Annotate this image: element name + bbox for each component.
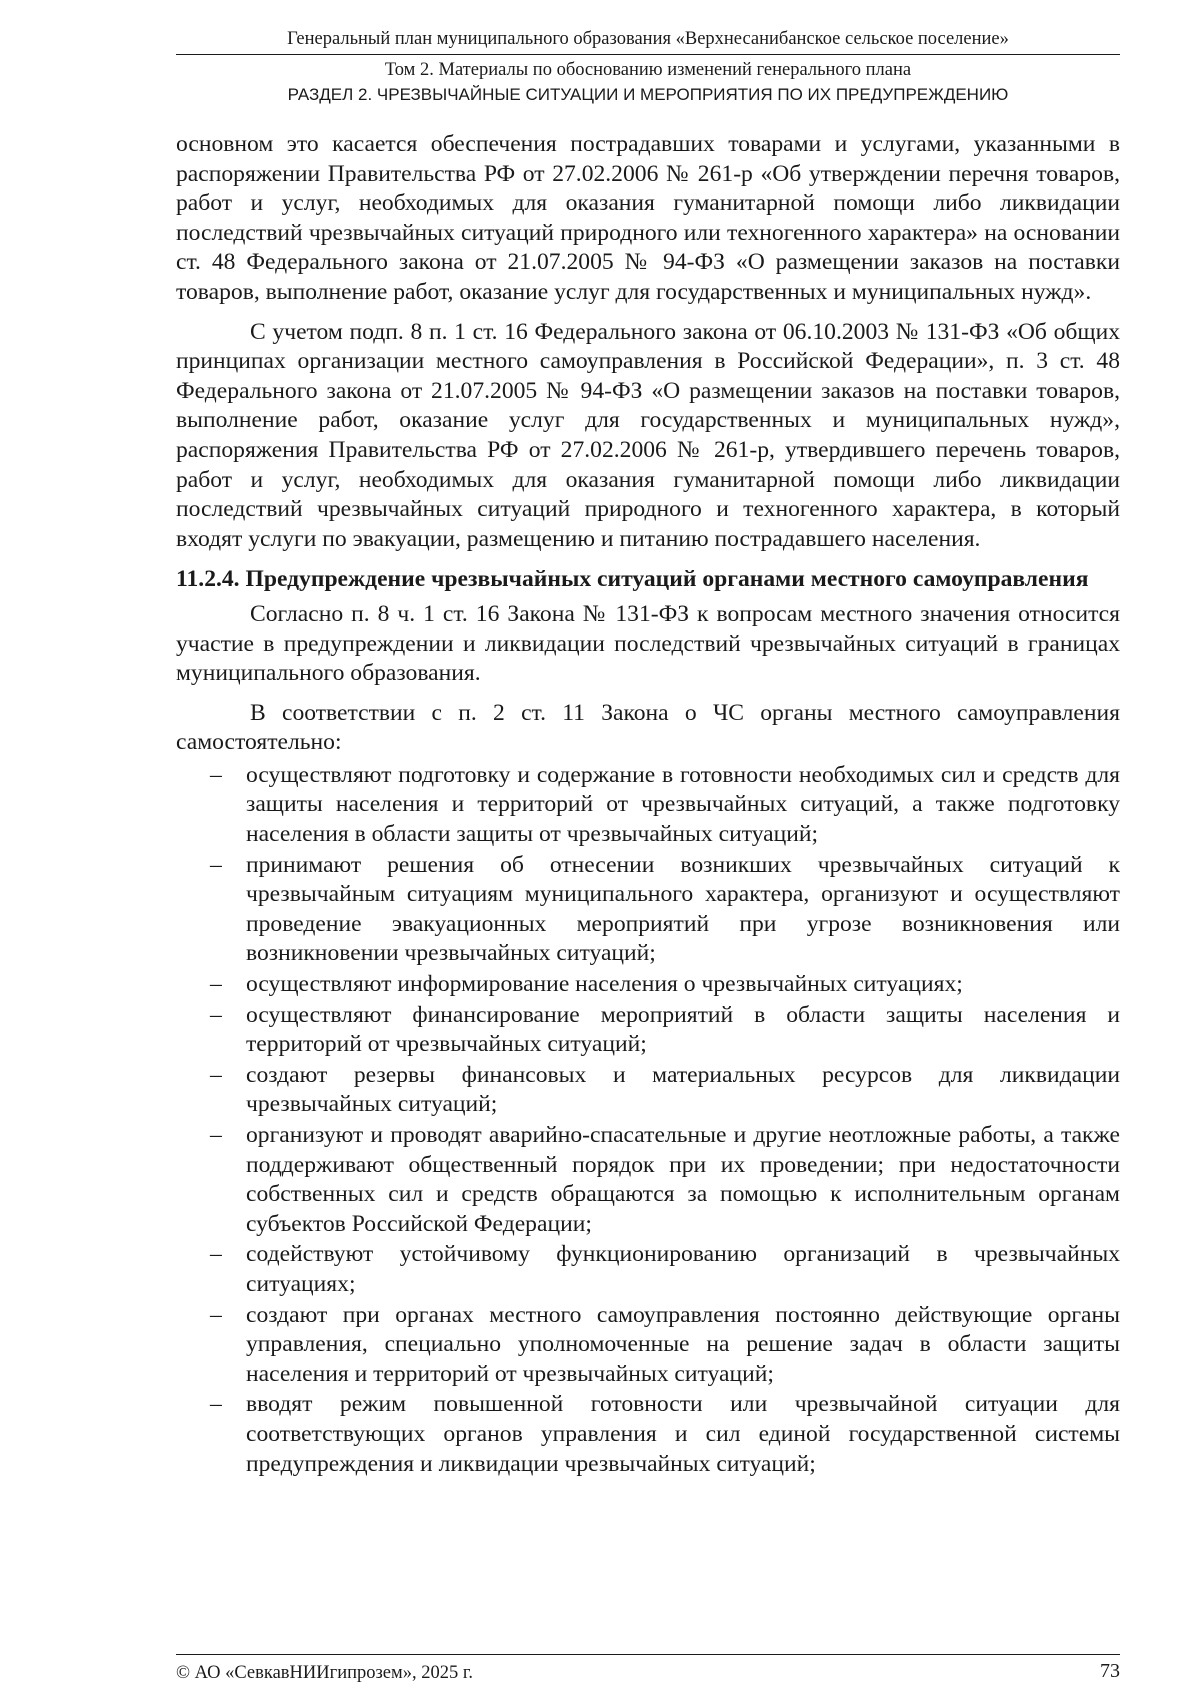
paragraph-list-intro: В соответствии с п. 2 ст. 11 Закона о ЧС органы местного самоуправления самостоятельно: bbox=[176, 699, 1120, 756]
header-section-title: РАЗДЕЛ 2. ЧРЕЗВЫЧАЙНЫЕ СИТУАЦИИ И МЕРОПРИЯТИЯ ПО ИХ ПРЕДУПРЕЖДЕНИЮ bbox=[287, 85, 1009, 104]
list-item-text: вводят режим повышенной готовности или чрезвычайной ситуации для соответствующих органов управления и сил единой государственной системы предупреждения и ликвидации чрезвычайных ситуаций; bbox=[246, 1391, 1120, 1477]
dash-bullet: – bbox=[210, 1301, 222, 1328]
footer-divider bbox=[176, 1654, 1120, 1655]
list-item bbox=[176, 851, 1120, 969]
list-item-text: осуществляют подготовку и содержание в готовности необходимых сил и средств для защиты населения и территорий от чрезвычайных ситуаций, а также подготовку населения в области защиты от чрезвычайных ситуаций; bbox=[246, 761, 1120, 848]
dash-bullet: – bbox=[210, 1391, 222, 1418]
dash-bullet: – bbox=[210, 1061, 222, 1088]
list-item bbox=[176, 970, 1120, 1000]
dash-bullet: – bbox=[210, 1001, 222, 1028]
list-item bbox=[176, 1061, 1120, 1120]
header-volume-title: Том 2. Материалы по обоснованию изменений генерального плана bbox=[384, 60, 912, 80]
paragraph-legal-basis: С учетом подп. 8 п. 1 ст. 16 Федерального закона от 06.10.2003 № 131-ФЗ «Об общих принципах организации местного самоуправления в Российской Федерации», п. 3 ст. 48 Федерального закона от 21.07.2005 № 94-ФЗ «О размещении заказов на поставки товаров, выполнение работ, оказание услуг для государственных и муниципальных нужд», распоряжения Правительства РФ от 27.02.2006 № 261-р, утвердившего перечень товаров, работ и услуг, необходимых для оказания гуманитарной помощи либо ликвидации последствий чрезвычайных ситуаций природного и техногенного характера, в который входят услуги по эвакуации, размещению и питанию пострадавшего населения. bbox=[176, 318, 1120, 552]
dash-bullet: – bbox=[210, 851, 222, 878]
header-plan-title: Генеральный план муниципального образования «Верхнесанибанское сельское поселение» bbox=[287, 29, 1009, 49]
paragraph-continuation: основном это касается обеспечения пострадавших товарами и услугами, указанными в распоряжении Правительства РФ от 27.02.2006 № 261-р «Об утверждении перечня товаров, работ и услуг, необходимых для оказания гуманитарной помощи либо ликвидации последствий чрезвычайных ситуаций природного или техногенного характера» на основании ст. 48 Федерального закона от 21.07.2005 № 94-ФЗ «О размещении заказов на поставки товаров, выполнение работ, оказание услуг для государственных и муниципальных нужд». bbox=[176, 131, 1120, 305]
paragraph-local-significance: Согласно п. 8 ч. 1 ст. 16 Закона № 131-ФЗ к вопросам местного значения относится участие в предупреждении и ликвидации последствий чрезвычайных ситуаций в границах муниципального образования. bbox=[176, 600, 1120, 687]
list-item bbox=[176, 1240, 1120, 1299]
list-item-text: создают резервы финансовых и материальных ресурсов для ликвидации чрезвычайных ситуаций; bbox=[246, 1061, 1120, 1118]
list-item bbox=[176, 1121, 1120, 1239]
footer-copyright: © АО «СевкавНИИгипрозем», 2025 г. bbox=[176, 1663, 473, 1683]
list-item bbox=[176, 1390, 1120, 1479]
list-item-text: содействуют устойчивому функционированию организаций в чрезвычайных ситуациях; bbox=[246, 1241, 1120, 1297]
dash-bullet: – bbox=[210, 1241, 222, 1268]
list-item bbox=[176, 1001, 1120, 1060]
dash-bullet: – bbox=[210, 761, 222, 788]
header-divider bbox=[176, 54, 1120, 55]
list-item-text: осуществляют информирование населения о чрезвычайных ситуациях; bbox=[246, 971, 963, 998]
list-item-text: организуют и проводят аварийно-спасательные и другие неотложные работы, а также поддерживают общественный порядок при их проведении; при недостаточности собственных сил и средств обращаются за помощью к исполнительным органам субъектов Российской Федерации; bbox=[246, 1122, 1120, 1237]
list-item-text: создают при органах местного самоуправления постоянно действующие органы управления, специально уполномоченные на решение задач в области защиты населения и территорий от чрезвычайных ситуаций; bbox=[246, 1301, 1120, 1387]
list-item-text: принимают решения об отнесении возникших чрезвычайных ситуаций к чрезвычайным ситуациям муниципального характера, организуют и осуществляют проведение эвакуационных мероприятий при угрозе возникновения или возникновении чрезвычайных ситуаций; bbox=[246, 851, 1120, 967]
dash-bullet: – bbox=[210, 1122, 222, 1148]
dash-bullet: – bbox=[210, 971, 222, 998]
list-item bbox=[176, 761, 1120, 850]
list-item bbox=[176, 1301, 1120, 1390]
document-body bbox=[176, 130, 1120, 1480]
page-number: 73 bbox=[1100, 1660, 1120, 1682]
duties-list bbox=[176, 761, 1120, 1479]
section-heading: 11.2.4. Предупреждение чрезвычайных ситуаций органами местного самоуправления bbox=[176, 566, 1089, 593]
list-item-text: осуществляют финансирование мероприятий в области защиты населения и территорий от чрезвычайных ситуаций; bbox=[246, 1001, 1120, 1058]
